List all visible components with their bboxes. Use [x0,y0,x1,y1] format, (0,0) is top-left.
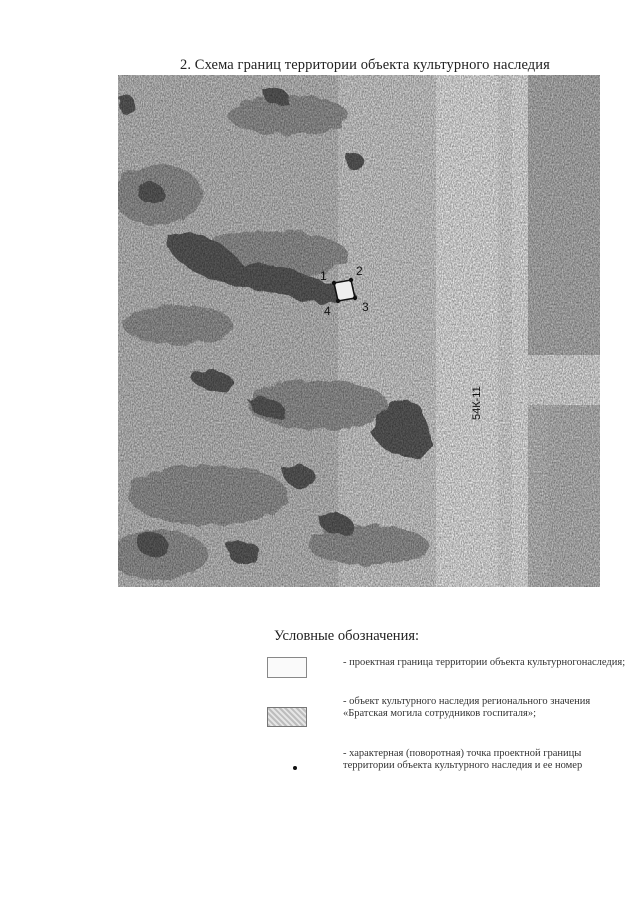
legend-title: Условные обозначения: [274,628,420,644]
heritage-boundary-polygon[interactable] [334,280,355,301]
legend-item-object: - объект культурного наследия регионального значения «Братская могила сотрудников госпиталя»; [343,696,591,719]
boundary-swatch [267,657,307,678]
turning-point-2 [349,278,353,282]
point-label-2: 2 [356,264,363,278]
turning-point-swatch [293,766,297,770]
map-image[interactable] [118,75,600,587]
speckle-overlay [118,75,600,587]
map-title: 2. Схема границ территории объекта культурного наследия [180,57,550,73]
legend-item-boundary: - проектная граница территории объекта культурногонаследия; [343,657,626,668]
road-label: 54К-11 [471,386,483,420]
legend-item-point: - характерная (поворотная) точка проектной границы территории объекта культурного наследия и ее номер [343,748,583,771]
point-label-3: 3 [362,300,369,314]
heritage-object-swatch [267,707,307,727]
turning-point-3 [353,296,357,300]
turning-point-4 [336,299,340,303]
point-label-4: 4 [324,304,331,318]
turning-point-1 [332,281,336,285]
point-label-1: 1 [320,269,327,283]
